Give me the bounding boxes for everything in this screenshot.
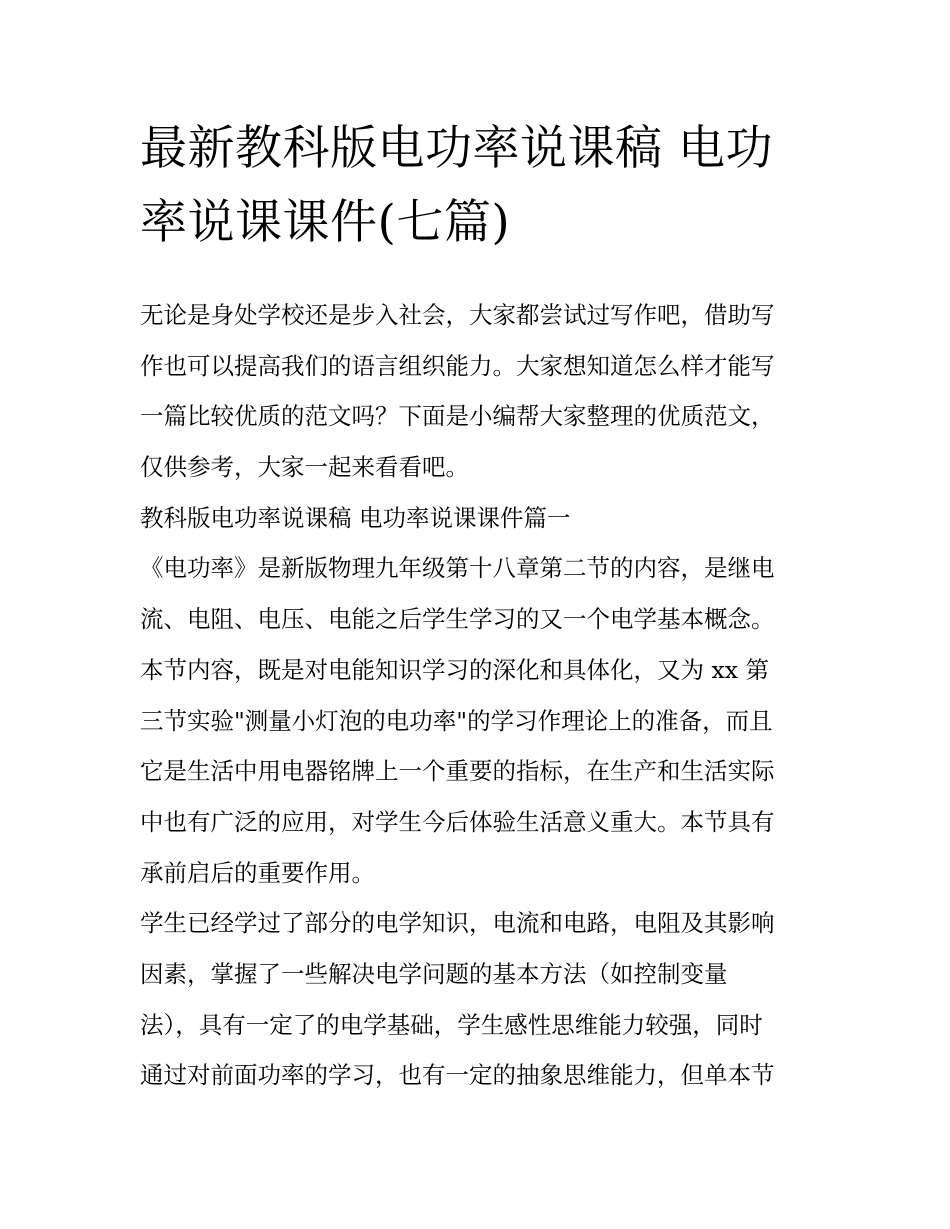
paragraph-line: 中也有广泛的应用，对学生今后体验生活意义重大。本节具有 <box>140 807 775 836</box>
paragraph-line: 承前启后的重要作用。 <box>140 858 375 887</box>
title-line: 率说课课件(七篇) <box>140 195 511 250</box>
paragraph-line: 无论是身处学校还是步入社会，大家都尝试过写作吧，借助写 <box>140 301 775 329</box>
section-heading: 教科版电功率说课稿 电功率说课课件篇一 <box>140 503 571 532</box>
document-title <box>140 112 820 260</box>
paragraph-line: 学生已经学过了部分的电学知识，电流和电路，电阻及其影响 <box>140 909 775 938</box>
paragraph-line: 通过对前面功率的学习，也有一定的抽象思维能力，但单本节 <box>140 1061 775 1090</box>
paragraph-line: 因素，掌握了一些解决电学问题的基本方法（如控制变量 <box>140 959 728 988</box>
paragraph-line: 流、电阻、电压、电能之后学生学习的又一个电学基本概念。 <box>140 605 775 634</box>
title-line: 最新教科版电功率说课稿 电功 <box>140 121 773 176</box>
paragraph-line: 本节内容，既是对电能知识学习的深化和具体化，又为 xx 第 <box>140 655 769 684</box>
paragraph-line: 《电功率》是新版物理九年级第十八章第二节的内容，是继电 <box>140 554 775 583</box>
paragraph-line: 一篇比较优质的范文吗？下面是小编帮大家整理的优质范文， <box>140 402 775 431</box>
paragraph-line: 仅供参考，大家一起来看看吧。 <box>140 453 469 482</box>
paragraph-line: 作也可以提高我们的语言组织能力。大家想知道怎么样才能写 <box>140 351 775 380</box>
paragraph-line: 三节实验"测量小灯泡的电功率"的学习作理论上的准备，而且 <box>140 706 773 735</box>
document-body <box>140 290 820 1101</box>
paragraph-line: 它是生活中用电器铭牌上一个重要的指标，在生产和生活实际 <box>140 757 775 786</box>
paragraph-line: 法），具有一定了的电学基础，学生感性思维能力较强，同时 <box>140 1010 763 1039</box>
